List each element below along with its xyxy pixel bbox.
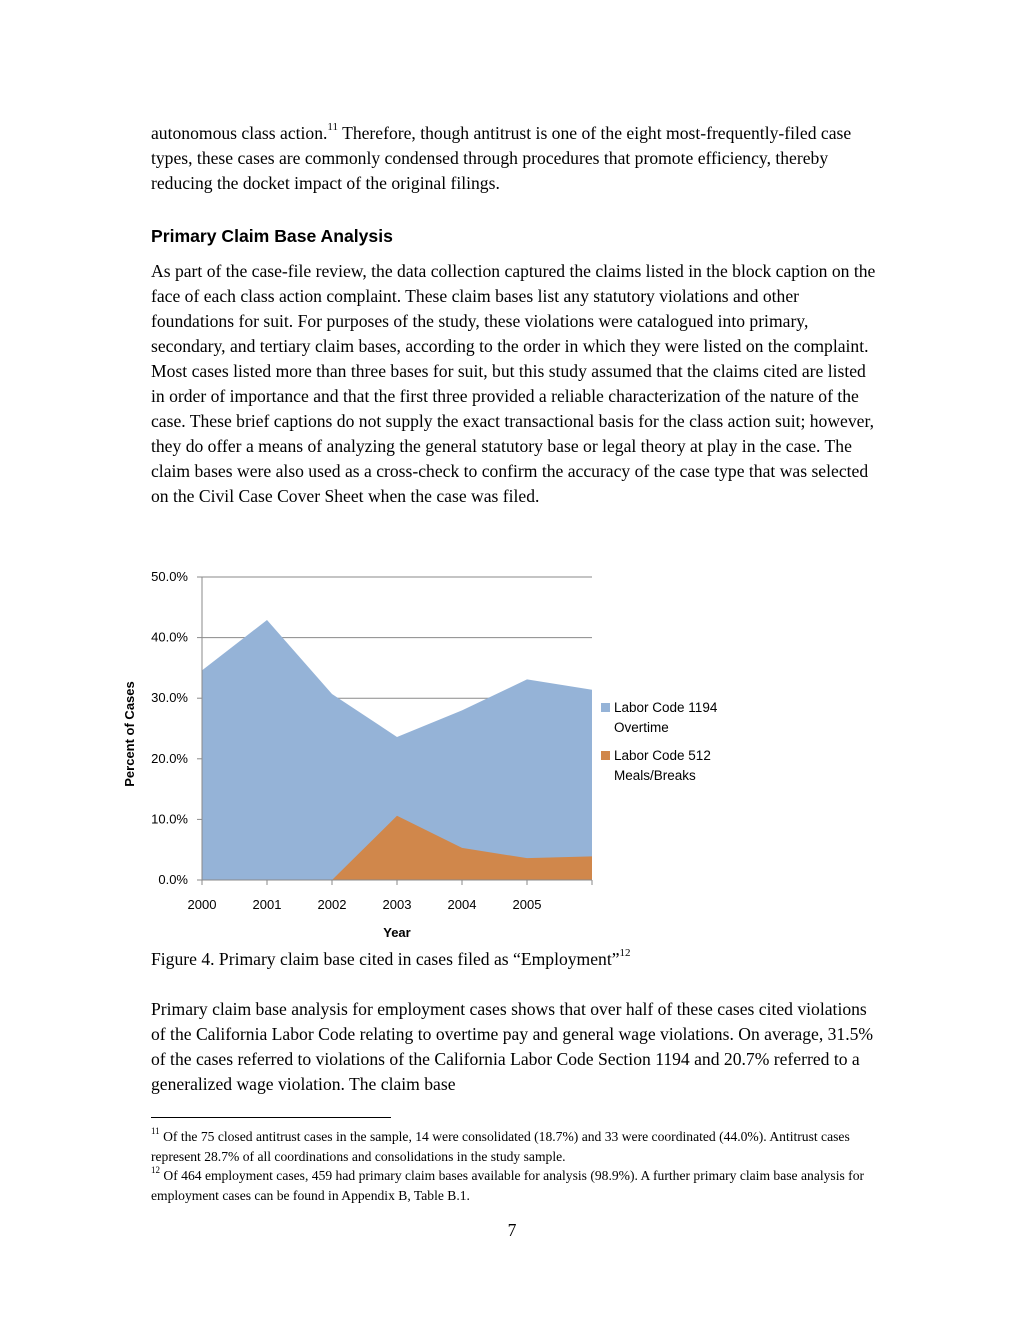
- y-tick-labels: [151, 569, 188, 887]
- x-tick-label: 2001: [252, 897, 282, 912]
- footnote-text: Of the 75 closed antitrust cases in the sample, 14 were consolidated (18.7%) and 33 were coordinated (44.0%). Antitrust cases represent 28.7% of all coordinations and consolidations in the study sample.: [151, 1129, 850, 1164]
- paragraph-1-start: autonomous class action.: [151, 123, 328, 143]
- footnote-number: 11: [151, 1126, 160, 1137]
- x-tick-label: 2002: [317, 897, 347, 912]
- y-tick-label: 50.0%: [151, 569, 188, 584]
- caption-text: Figure 4. Primary claim base cited in cases filed as “Employment”: [151, 949, 620, 969]
- footnote-ref-12[interactable]: 12: [619, 947, 631, 960]
- x-tick-labels: [188, 897, 542, 912]
- body-paragraph-2: As part of the case-file review, the data collection captured the claims listed in the block caption on the face of each class action complaint. These claim bases list any statutory violations and other foundations for suit. For purposes of the study, these violations were catalogued into primary, secondary, and tertiary claim bases, according to the order in which they were listed on the complaint. Most cases listed more than three bases for suit, but this study assumed that the claims cited are listed in order of importance and that the first three provided a reliable characterization of the nature of the case. These brief captions do not supply the exact transactional basis for the class action suit; however, they do offer a means of analyzing the general statutory base or legal theory at play in the case. The claim bases were also used as a cross-check to confirm the accuracy of the case type that was selected on the Civil Case Cover Sheet when the case was filed.: [151, 261, 876, 506]
- y-tick-label: 10.0%: [151, 811, 188, 827]
- x-axis-label: Year: [383, 925, 411, 940]
- x-tick-label: 2004: [447, 897, 477, 912]
- footnote-ref-11[interactable]: 11: [327, 121, 338, 134]
- y-tick-label: 20.0%: [151, 750, 188, 766]
- footnote-12: [151, 1166, 881, 1205]
- y-tick-label: 40.0%: [151, 629, 188, 645]
- footnote-11: [151, 1127, 881, 1166]
- legend-label: Labor Code 1194: [614, 700, 718, 715]
- legend-label: Overtime: [614, 720, 669, 735]
- body-paragraph-3: Primary claim base analysis for employment cases shows that over half of these cases cited violations of the California Labor Code relating to overtime pay and general wage violations. On average, 31.5% of the cases referred to violations of the California Labor Code Section 1194 and 20.7% referred to a generalized wage violation. The claim base: [151, 999, 874, 1094]
- body-paragraph-1: [151, 121, 876, 196]
- footnote-text: Of 464 employment cases, 459 had primary claim bases available for analysis (98.9%). A further primary claim base analysis for employment cases can be found in Appendix B, Table B.1.: [151, 1168, 865, 1203]
- page-number: 7: [507, 1220, 517, 1240]
- footnotes: [151, 1127, 881, 1205]
- y-tick-label: 0.0%: [158, 872, 188, 887]
- footnote-separator: [151, 1117, 391, 1118]
- paragraph-1-rest: Therefore, though antitrust is one of the eight most-frequently-filed case types, these cases are commonly condensed through procedures that promote efficiency, thereby reducing the docket impact of the original filings.: [151, 123, 852, 193]
- x-tick-label: 2005: [512, 897, 542, 912]
- x-tick-label: 2000: [187, 897, 217, 912]
- footnote-number: 12: [151, 1165, 160, 1176]
- chart-legend: [601, 700, 718, 783]
- chart-areas: [202, 620, 592, 880]
- legend-swatch: [601, 751, 610, 760]
- legend-label: Meals/Breaks: [614, 768, 696, 783]
- legend-swatch: [601, 703, 610, 712]
- legend-label: Labor Code 512: [614, 748, 711, 763]
- area-chart: [110, 560, 760, 945]
- section-heading: Primary Claim Base Analysis: [151, 226, 393, 246]
- figure-caption: [151, 947, 631, 972]
- x-tick-label: 2003: [382, 897, 412, 912]
- y-axis-label: Percent of Cases: [122, 681, 137, 787]
- y-tick-label: 30.0%: [151, 690, 188, 706]
